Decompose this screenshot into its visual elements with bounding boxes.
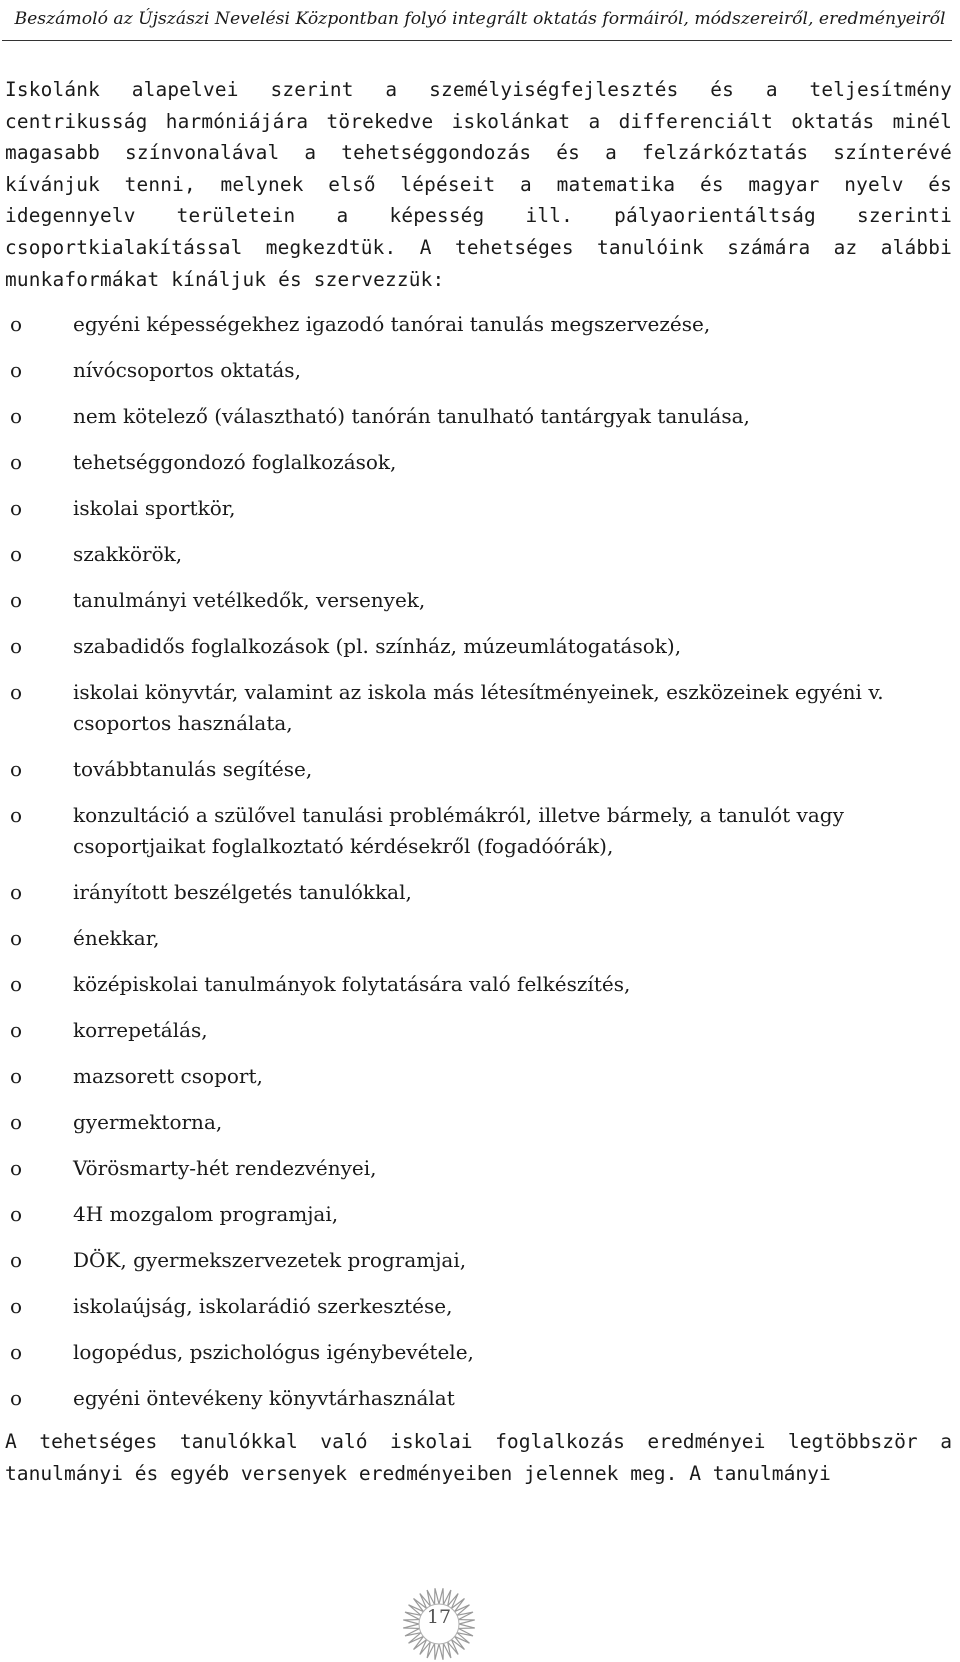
bullet-circle-icon: o: [10, 404, 23, 429]
bullet-circle-icon: o: [10, 1064, 23, 1089]
page-body: [5, 74, 952, 1490]
list-item-text: 4H mozgalom programjai,: [73, 1202, 339, 1227]
list-item: [5, 754, 952, 785]
closing-paragraph: A tehetséges tanulókkal való iskolai foglalkozás eredményei legtöbbször a tanulmányi és egyéb versenyek eredményeiben jelennek meg. A tanulmányi: [5, 1430, 952, 1486]
list-item-text: iskolai sportkör,: [73, 496, 236, 521]
list-item-text: középiskolai tanulmányok folytatására való felkészítés,: [73, 972, 631, 997]
activity-list: [5, 309, 952, 1414]
list-item-text: szakkörök,: [73, 542, 183, 567]
bullet-circle-icon: o: [10, 972, 23, 997]
list-item: [5, 447, 952, 478]
intro-paragraph: Iskolánk alapelvei szerint a személyiségfejlesztés és a teljesítmény centrikusság harmóniájára törekedve iskolánkat a differenciált oktatás minél magasabb színvonalával a tehetséggondozás és a felzárkóztatás színterévé kívánjuk tenni, melynek első lépéseit a matematika és magyar nyelv és idegennyelv területein a képesség ill. pályaorientáltság szerinti csoportkialakítással megkezdtük. A tehetséges tanulóink számára az alábbi munkaformákat kínáljuk és szervezzük:: [5, 78, 952, 291]
list-item-text: tanulmányi vetélkedők, versenyek,: [73, 588, 426, 613]
list-item: [5, 1337, 952, 1368]
list-item: [5, 1383, 952, 1414]
list-item-text: konzultáció a szülővel tanulási problémákról, illetve bármely, a tanulót vagy csoportjaikat foglalkoztató kérdésekről (fogadóórák),: [73, 803, 844, 859]
list-item-text: mazsorett csoport,: [73, 1064, 263, 1089]
bullet-circle-icon: o: [10, 757, 23, 782]
running-header: Beszámoló az Újszászi Nevelési Központban folyó integrált oktatás formáiról, módszereiről, eredményeiről: [14, 9, 946, 29]
list-item: [5, 969, 952, 1000]
list-item-text: nem kötelező (választható) tanórán tanulható tantárgyak tanulása,: [73, 404, 750, 429]
bullet-circle-icon: o: [10, 926, 23, 951]
list-item: [5, 1153, 952, 1184]
bullet-circle-icon: o: [10, 1248, 23, 1273]
list-item: [5, 1015, 952, 1046]
bullet-circle-icon: o: [10, 450, 23, 475]
list-item: [5, 1199, 952, 1230]
list-item: [5, 355, 952, 386]
list-item: [5, 585, 952, 616]
list-item-text: egyéni képességekhez igazodó tanórai tanulás megszervezése,: [73, 312, 711, 337]
list-item: [5, 677, 952, 739]
bullet-circle-icon: o: [10, 1294, 23, 1319]
list-item: [5, 493, 952, 524]
bullet-circle-icon: o: [10, 358, 23, 383]
list-item-text: DÖK, gyermekszervezetek programjai,: [73, 1248, 467, 1273]
list-item: [5, 1061, 952, 1092]
list-item-text: iskolaújság, iskolarádió szerkesztése,: [73, 1294, 453, 1319]
bullet-circle-icon: o: [10, 1202, 23, 1227]
list-item: [5, 401, 952, 432]
list-item: [5, 1245, 952, 1276]
header-divider: [2, 40, 952, 41]
bullet-circle-icon: o: [10, 588, 23, 613]
bullet-circle-icon: o: [10, 1018, 23, 1043]
list-item-text: iskolai könyvtár, valamint az iskola más létesítményeinek, eszközeinek egyéni v. csoportos használata,: [73, 680, 884, 736]
list-item: [5, 877, 952, 908]
bullet-circle-icon: o: [10, 1156, 23, 1181]
list-item-text: gyermektorna,: [73, 1110, 223, 1135]
bullet-circle-icon: o: [10, 680, 23, 705]
bullet-circle-icon: o: [10, 880, 23, 905]
list-item: [5, 539, 952, 570]
list-item-text: nívócsoportos oktatás,: [73, 358, 301, 383]
page-number: 17: [426, 1606, 452, 1628]
bullet-circle-icon: o: [10, 634, 23, 659]
bullet-circle-icon: o: [10, 542, 23, 567]
list-item: [5, 923, 952, 954]
list-item-text: énekkar,: [73, 926, 160, 951]
list-item: [5, 309, 952, 340]
list-item: [5, 1291, 952, 1322]
list-item: [5, 631, 952, 662]
bullet-circle-icon: o: [10, 312, 23, 337]
list-item-text: logopédus, pszichológus igénybevétele,: [73, 1340, 474, 1365]
list-item-text: irányított beszélgetés tanulókkal,: [73, 880, 412, 905]
list-item: [5, 1107, 952, 1138]
bullet-circle-icon: o: [10, 803, 23, 828]
list-item-text: továbbtanulás segítése,: [73, 757, 313, 782]
list-item-text: korrepetálás,: [73, 1018, 208, 1043]
bullet-circle-icon: o: [10, 1340, 23, 1365]
list-item-text: egyéni öntevékeny könyvtárhasználat: [73, 1386, 455, 1411]
list-item-text: tehetséggondozó foglalkozások,: [73, 450, 397, 475]
list-item-text: Vörösmarty-hét rendezvényei,: [73, 1156, 377, 1181]
bullet-circle-icon: o: [10, 1386, 23, 1411]
bullet-circle-icon: o: [10, 1110, 23, 1135]
list-item: [5, 800, 952, 862]
bullet-circle-icon: o: [10, 496, 23, 521]
list-item-text: szabadidős foglalkozások (pl. színház, múzeumlátogatások),: [73, 634, 682, 659]
